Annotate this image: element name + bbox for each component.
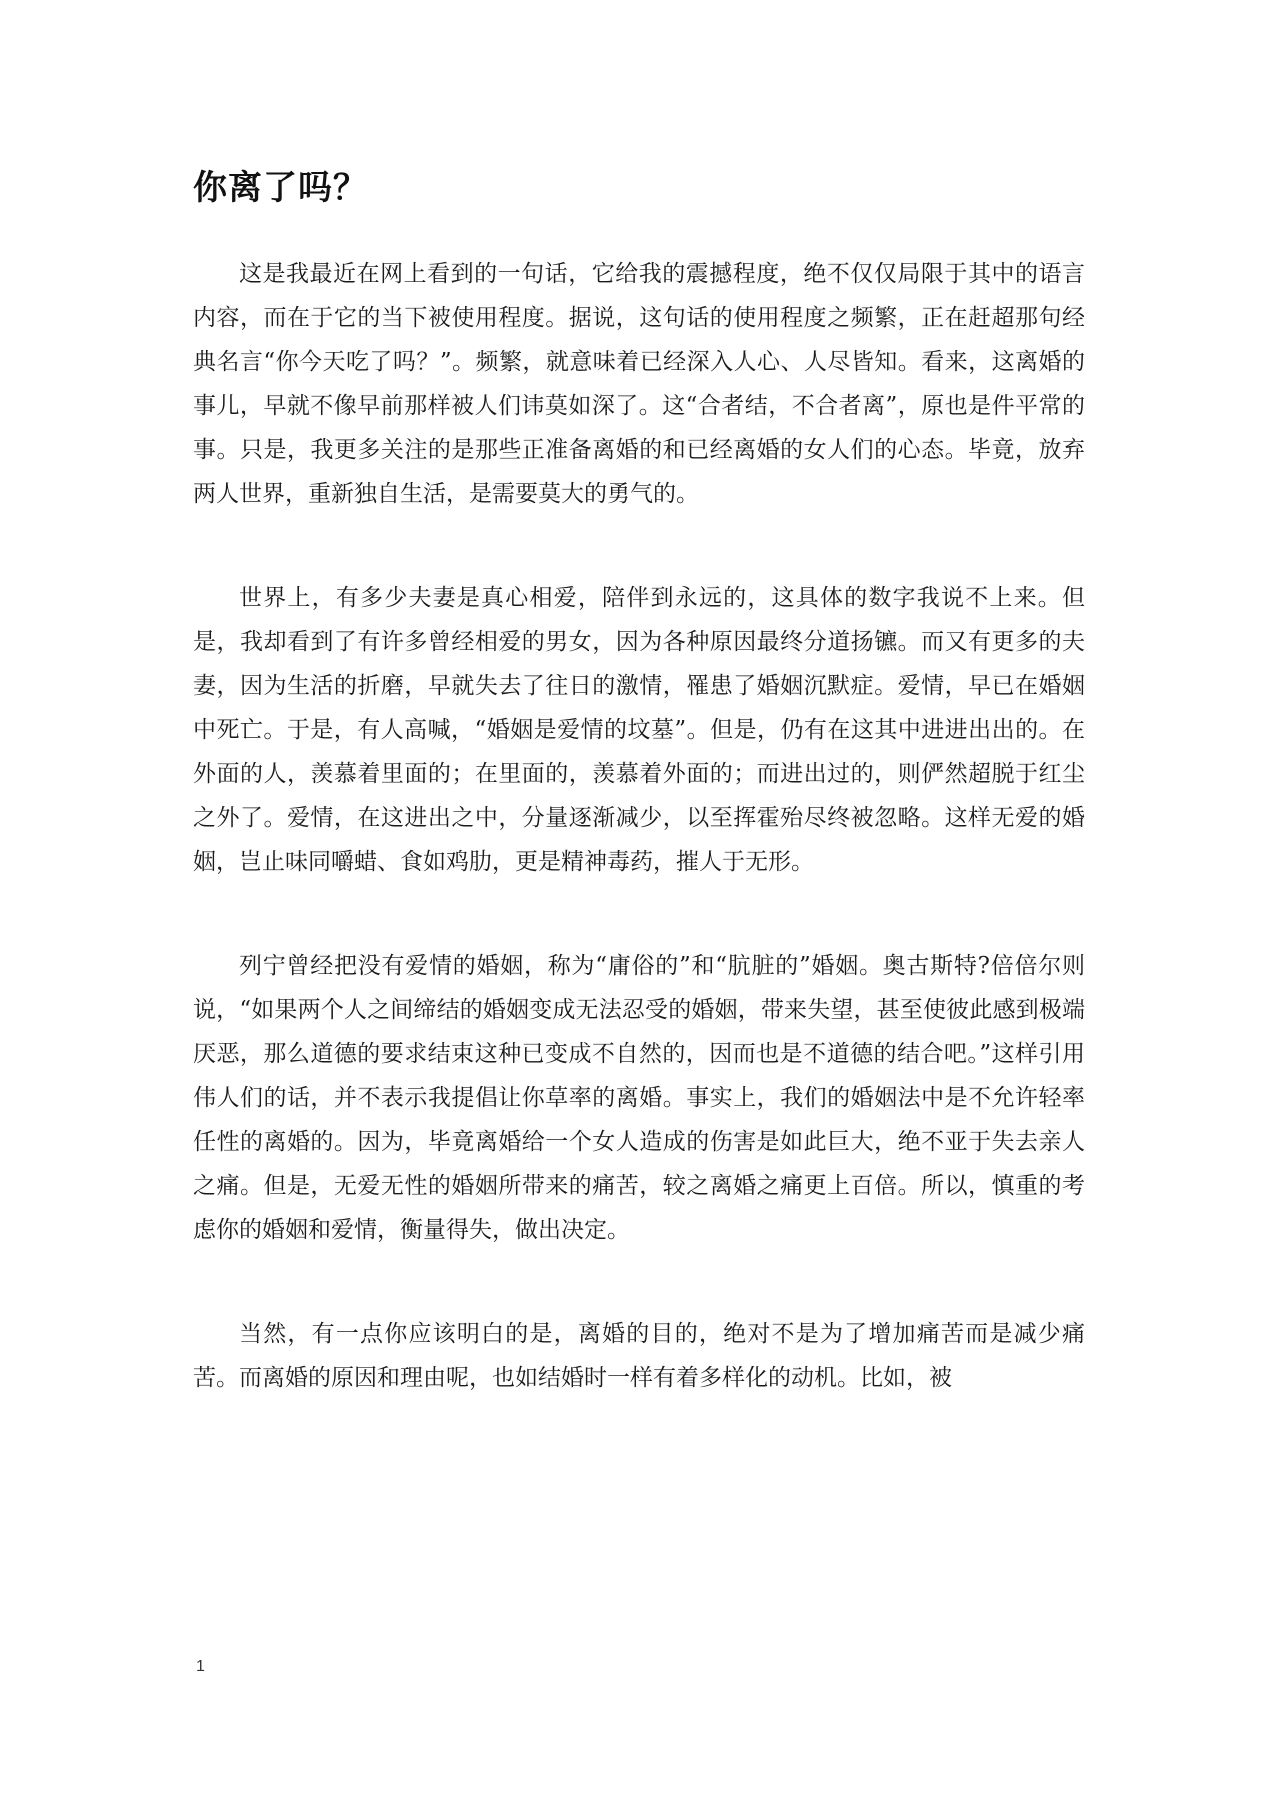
paragraph-3: 列宁曾经把没有爱情的婚姻，称为“庸俗的”和“肮脏的”婚姻。奥古斯特?倍倍尔则说，“如果两个人之间缔结的婚姻变成无法忍受的婚姻，带来失望，甚至使彼此感到极端厌恶，那么道德的要求结束这种已变成不自然的，因而也是不道德的结合吧。”这样引用伟人们的话，并不表示我提倡让你草率的离婚。事实上，我们的婚姻法中是不允许轻率任性的离婚的。因为，毕竟离婚给一个女人造成的伤害是如此巨大，绝不亚于失去亲人之痛。但是，无爱无性的婚姻所带来的痛苦，较之离婚之痛更上百倍。所以，慎重的考虑你的婚姻和爱情，衡量得失，做出决定。 [193, 953, 1085, 1243]
page-number: 1 [196, 1658, 205, 1675]
document-body [193, 252, 1085, 1400]
document-title: 你离了吗？ [193, 168, 368, 208]
paragraph-4: 当然，有一点你应该明白的是，离婚的目的，绝对不是为了增加痛苦而是减少痛苦。而离婚的原因和理由呢，也如结婚时一样有着多样化的动机。比如，被 [193, 1321, 1085, 1391]
paragraph-1: 这是我最近在网上看到的一句话，它给我的震撼程度，绝不仅仅局限于其中的语言内容，而在于它的当下被使用程度。据说，这句话的使用程度之频繁，正在赶超那句经典名言“你今天吃了吗？”。频繁，就意味着已经深入人心、人尽皆知。看来，这离婚的事儿，早就不像早前那样被人们讳莫如深了。这“合者结，不合者离”，原也是件平常的事。只是，我更多关注的是那些正准备离婚的和已经离婚的女人们的心态。毕竟，放弃两人世界，重新独自生活，是需要莫大的勇气的。 [193, 261, 1085, 507]
paragraph-2: 世界上，有多少夫妻是真心相爱，陪伴到永远的，这具体的数字我说不上来。但是，我却看到了有许多曾经相爱的男女，因为各种原因最终分道扬镳。而又有更多的夫妻，因为生活的折磨，早就失去了往日的激情，罹患了婚姻沉默症。爱情，早已在婚姻中死亡。于是，有人高喊，“婚姻是爱情的坟墓”。但是，仍有在这其中进进出出的。在外面的人，羡慕着里面的；在里面的，羡慕着外面的；而进出过的，则俨然超脱于红尘之外了。爱情，在这进出之中，分量逐渐减少，以至挥霍殆尽终被忽略。这样无爱的婚姻，岂止味同嚼蜡、食如鸡肋，更是精神毒药，摧人于无形。 [193, 585, 1085, 875]
